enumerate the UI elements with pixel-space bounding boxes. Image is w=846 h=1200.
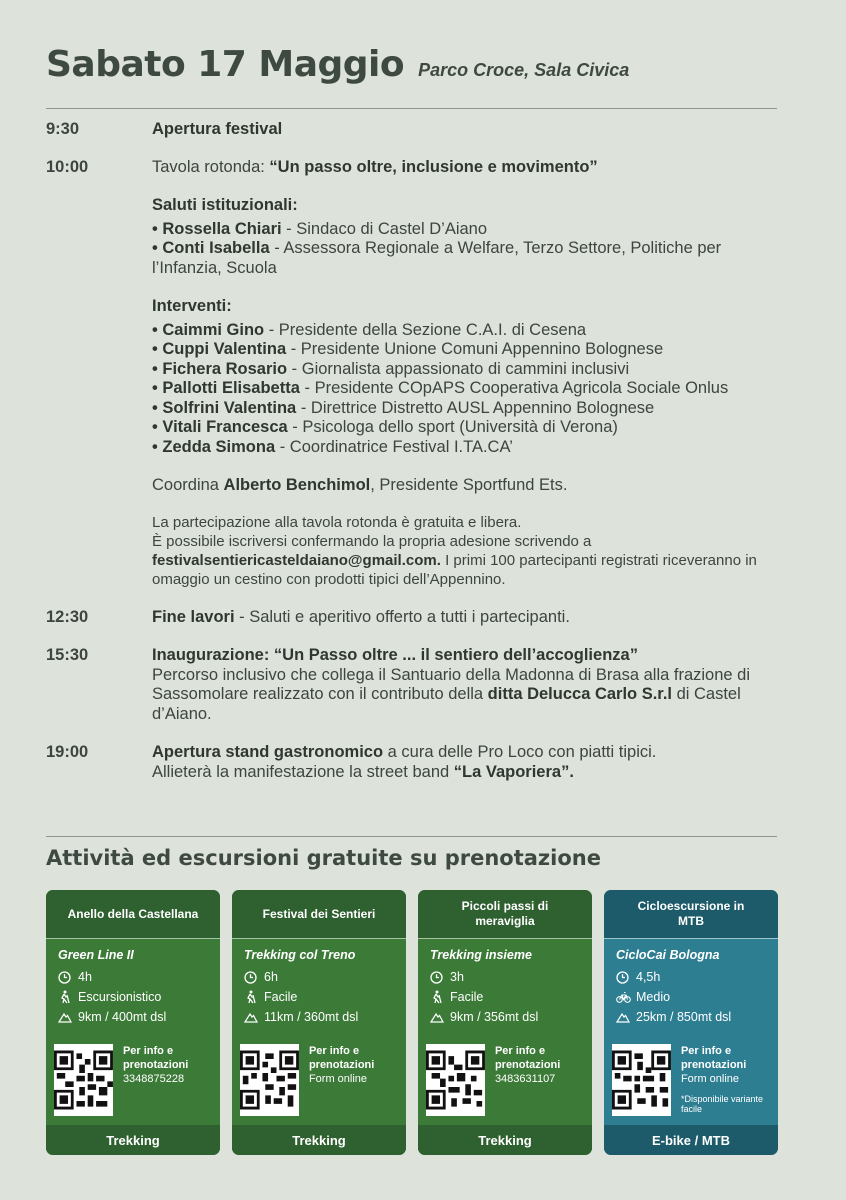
card-level: Facile	[264, 990, 298, 1004]
participation-note: La partecipazione alla tavola rotonda è gratuita e libera. È possibile iscriversi confermando la propria adesione scrivendo a festivalsentiericasteldaiano@gmail.com. I primi 100 partecipanti registrati riceveranno in omaggio un cestino con prodotti tipici dell’Appennino.	[152, 513, 757, 588]
activity-card	[46, 890, 220, 1155]
card-subtitle: CicloCai Bologna	[616, 948, 720, 962]
schedule-title: Apertura festival	[152, 120, 283, 138]
speaker: • Zedda Simona - Coordinatrice Festival I.TA.CA’	[152, 437, 513, 456]
qr-code[interactable]	[612, 1044, 671, 1116]
mountain-icon	[430, 1011, 450, 1023]
card-duration: 4,5h	[636, 970, 661, 984]
card-title: Anello della Castellana	[46, 890, 220, 938]
qr-code[interactable]	[54, 1044, 113, 1116]
bike-icon	[616, 991, 636, 1003]
schedule	[46, 120, 786, 782]
schedule-time: 9:30	[46, 120, 80, 138]
activity-card	[604, 890, 778, 1155]
activity-cards	[46, 890, 778, 1155]
section-divider	[46, 836, 777, 837]
card-duration: 6h	[264, 970, 278, 984]
page-title: Sabato 17 Maggio	[46, 44, 405, 85]
page-header	[46, 44, 629, 85]
card-category: Trekking	[418, 1125, 592, 1155]
contact-phone[interactable]: 3348875228	[122, 1073, 185, 1085]
schedule-item: 15:30 Inaugurazione: “Un Passo oltre ... il sentiero dell’accoglienza” Percorso inclusivo che collega il Santuario della Madonna di Brasa alla frazione di Sassomolare realizzato con il contributo della ditta Delucca Carlo S.r.l di Castel d’Aiano.	[46, 646, 751, 723]
moderator: Coordina Alberto Benchimol, Presidente Sportfund Ets.	[152, 476, 568, 494]
card-title: Cicloescursione in MTB	[604, 890, 778, 938]
clock-icon	[616, 971, 636, 984]
schedule-time: 15:30	[46, 646, 89, 664]
card-title: Piccoli passi di meraviglia	[418, 890, 592, 938]
contact-form[interactable]: Form online	[680, 1073, 740, 1085]
contact-form[interactable]: Form online	[308, 1073, 368, 1085]
info-label: Per info e prenotazioni	[122, 1045, 189, 1071]
mountain-icon	[58, 1011, 78, 1023]
info-label: Per info e prenotazioni	[680, 1045, 747, 1071]
card-category: Trekking	[46, 1125, 220, 1155]
card-level: Medio	[636, 990, 671, 1004]
card-level: Facile	[450, 990, 484, 1004]
mountain-icon	[616, 1011, 636, 1023]
roundtable-intro: Tavola rotonda:	[152, 157, 270, 176]
card-subtitle: Green Line II	[58, 948, 134, 962]
schedule-title: Apertura stand gastronomico	[152, 743, 384, 761]
activity-card	[232, 890, 406, 1155]
contact-email: festivalsentiericasteldaiano@gmail.com.	[152, 551, 441, 569]
variant-note: *Disponibile variante facile	[680, 1094, 763, 1114]
speaker: • Fichera Rosario - Giornalista appassionato di cammini inclusivi	[152, 359, 630, 378]
clock-icon	[58, 971, 78, 984]
schedule-time: 19:00	[46, 743, 89, 761]
card-distance: 25km / 850mt dsl	[636, 1010, 732, 1024]
clock-icon	[244, 971, 264, 984]
schedule-title: Fine lavori	[152, 607, 235, 626]
schedule-item: 19:00 Apertura stand gastronomico a cura delle Pro Loco con piatti tipici. Allieterà la manifestazione la street band “La Vaporiera”.	[46, 743, 657, 781]
speaker: • Caimmi Gino - Presidente della Sezione C.A.I. di Cesena	[152, 320, 587, 339]
card-duration: 4h	[78, 970, 92, 984]
activity-card	[418, 890, 592, 1155]
schedule-title: Inaugurazione: “Un Passo oltre ... il sentiero dell’accoglienza”	[152, 646, 638, 664]
card-duration: 3h	[450, 970, 464, 984]
interventi-heading: Interventi:	[152, 297, 232, 315]
info-label: Per info e prenotazioni	[494, 1045, 561, 1071]
card-subtitle: Trekking col Treno	[244, 948, 356, 962]
clock-icon	[430, 971, 450, 984]
schedule-item: 12:30 Fine lavori - Saluti e aperitivo offerto a tutti i partecipanti.	[46, 607, 570, 626]
schedule-time: 10:00	[46, 157, 89, 176]
speaker: • Conti Isabella - Assessora Regionale a Welfare, Terzo Settore, Politiche per l’Infanzia, Scuola	[152, 239, 722, 277]
card-level: Escursionistico	[78, 990, 162, 1004]
schedule-item	[46, 158, 786, 589]
hiker-icon	[58, 990, 78, 1004]
speaker: • Pallotti Elisabetta - Presidente COpAPS Cooperativa Agricola Sociale Onlus	[152, 379, 729, 397]
schedule-time: 12:30	[46, 607, 89, 626]
card-distance: 11km / 360mt dsl	[264, 1010, 359, 1024]
qr-code[interactable]	[426, 1044, 485, 1116]
speaker: • Solfrini Valentina - Direttrice Distretto AUSL Appennino Bolognese	[152, 398, 655, 417]
saluti-heading: Saluti istituzionali:	[152, 196, 298, 214]
speaker: • Cuppi Valentina - Presidente Unione Comuni Appennino Bolognese	[152, 340, 664, 358]
qr-code[interactable]	[240, 1044, 299, 1116]
info-label: Per info e prenotazioni	[308, 1045, 375, 1071]
card-subtitle: Trekking insieme	[430, 948, 532, 962]
speaker: • Rossella Chiari - Sindaco di Castel D’Aiano	[152, 219, 488, 238]
contact-phone[interactable]: 3483631107	[494, 1073, 556, 1085]
speaker: • Vitali Francesca - Psicologa dello sport (Università di Verona)	[152, 418, 618, 436]
card-category: E-bike / MTB	[604, 1125, 778, 1155]
hiker-icon	[244, 990, 264, 1004]
venue-label: Parco Croce, Sala Civica	[418, 60, 630, 80]
top-divider	[46, 108, 777, 109]
card-category: Trekking	[232, 1125, 406, 1155]
card-title: Festival dei Sentieri	[232, 890, 406, 938]
schedule-item	[46, 120, 786, 140]
roundtable-title: “Un passo oltre, inclusione e movimento”	[269, 157, 598, 176]
card-distance: 9km / 400mt dsl	[78, 1010, 167, 1024]
activities-title: Attività ed escursioni gratuite su prenotazione	[46, 846, 601, 870]
mountain-icon	[244, 1011, 264, 1023]
card-distance: 9km / 356mt dsl	[450, 1010, 539, 1024]
hiker-icon	[430, 990, 450, 1004]
